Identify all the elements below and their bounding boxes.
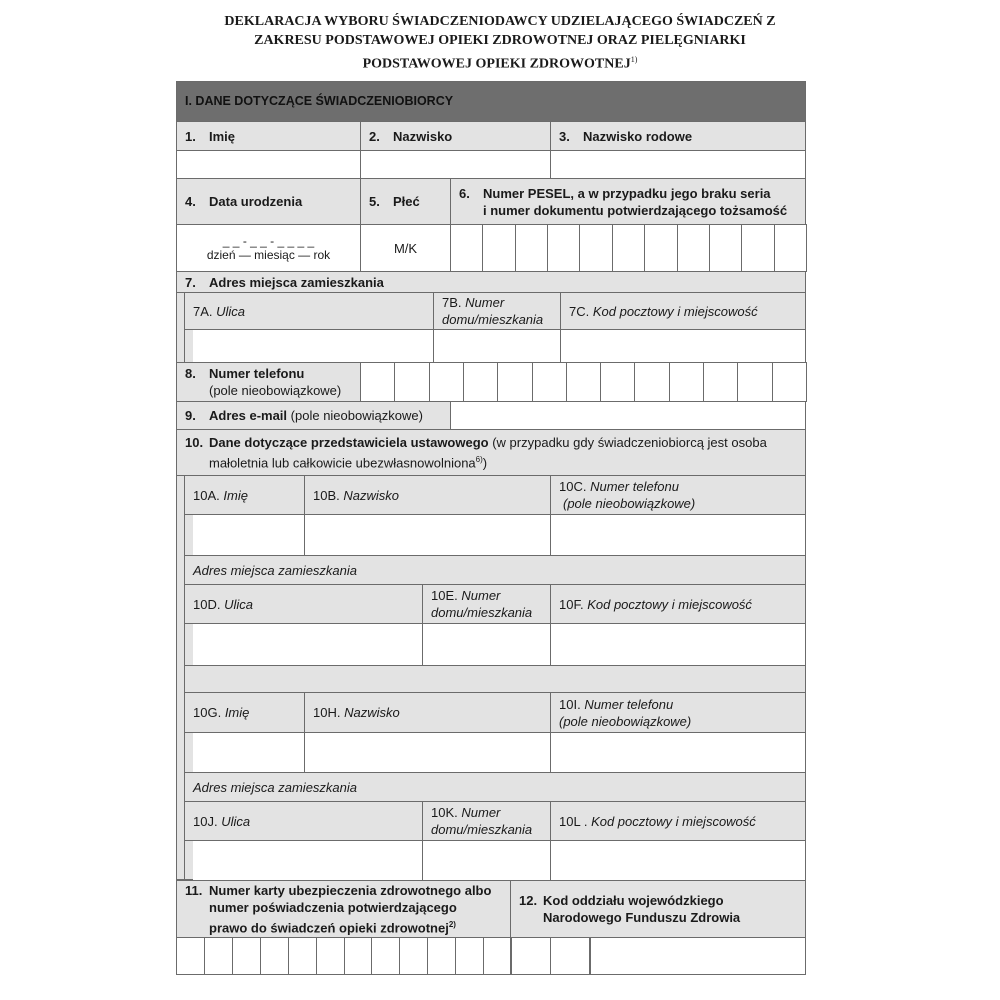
field-7-number: 7. <box>185 274 196 290</box>
field-5-label <box>360 178 451 225</box>
card-number-cell[interactable] <box>232 937 261 975</box>
field-9-note: (pole nieobowiązkowe) <box>290 408 423 423</box>
field-10d-label <box>184 584 423 624</box>
field-10c-line-1 <box>559 478 679 495</box>
email-input[interactable] <box>450 401 806 430</box>
rep1-house-number-input[interactable] <box>422 623 551 666</box>
field-12-line-1 <box>519 892 724 909</box>
field-8-label <box>176 362 361 402</box>
field-10b-label <box>304 475 551 515</box>
field-12-text-1: Kod oddziału wojewódzkiego <box>543 893 724 908</box>
field-7b-line-1 <box>442 294 504 311</box>
pesel-digit-cell[interactable] <box>515 224 548 272</box>
field-10k-prefix: 10K. <box>431 805 458 820</box>
date-pattern: _ _ - _ _ - _ _ _ _ <box>222 234 315 248</box>
field-10e-line-2: domu/mieszkania <box>431 605 533 620</box>
pesel-digit-cell[interactable] <box>450 224 483 272</box>
field-10l-label <box>550 801 806 841</box>
field-10l-text: Kod pocztowy i miejscowość <box>591 813 756 829</box>
field-10i-label <box>550 692 806 733</box>
field-10j-prefix: 10J. <box>193 813 218 829</box>
field-7c-label <box>560 292 806 330</box>
field-5-text: Płeć <box>393 194 420 209</box>
field-10b-text: Nazwisko <box>343 487 399 503</box>
field-10-label <box>176 429 806 476</box>
representative-separator <box>184 665 806 693</box>
rep1-address-label <box>184 555 806 585</box>
field-11-label <box>176 880 511 938</box>
field-9-label <box>176 401 451 430</box>
field-10-text: Dane dotyczące przedstawiciela ustawowego <box>209 434 489 450</box>
field-8-line-1 <box>185 365 304 382</box>
field-7b-prefix: 7B. <box>442 295 462 310</box>
field-9-text: Adres e-mail <box>209 408 288 423</box>
title-line-3-text: PODSTAWOWEJ OPIEKI ZDROWOTNEJ <box>362 56 631 72</box>
pesel-digit-cell[interactable] <box>709 224 742 272</box>
field-7a-prefix: 7A. <box>193 303 213 319</box>
card-number-cell[interactable] <box>288 937 317 975</box>
field-3-number: 3. <box>559 128 570 144</box>
rep1-first-name-input[interactable] <box>184 514 305 556</box>
field-10e-text-1: Numer <box>461 588 501 603</box>
field-10i-line-2: (pole nieobowiązkowe) <box>559 713 692 729</box>
rep1-address-text: Adres miejsca zamieszkania <box>193 562 358 578</box>
field-12-line-2: Narodowego Funduszu Zdrowia <box>543 910 741 925</box>
rep1-postal-city-input[interactable] <box>550 623 806 666</box>
field-10e-line-1 <box>431 587 500 604</box>
field-7b-text-1: Numer <box>465 295 505 310</box>
field-10i-line-1 <box>559 696 673 713</box>
field-10e-prefix: 10E. <box>431 588 458 603</box>
card-number-cell[interactable] <box>344 937 372 975</box>
field-2-label <box>360 121 551 151</box>
field-9-number: 9. <box>185 408 196 423</box>
card-number-cell[interactable] <box>371 937 400 975</box>
pesel-digit-cell[interactable] <box>579 224 613 272</box>
form-title <box>150 12 850 74</box>
field-8-note: (pole nieobowiązkowe) <box>209 383 342 398</box>
section-1-header-text: I. DANE DOTYCZĄCE ŚWIADCZENIOBIORCY <box>185 94 454 108</box>
phone-digit-cell[interactable] <box>532 362 567 402</box>
declaration-form <box>176 81 806 975</box>
field-10-number: 10. <box>185 434 204 450</box>
field-10c-label <box>550 475 806 515</box>
rep2-address-label <box>184 772 806 802</box>
card-number-cell[interactable] <box>176 937 205 975</box>
phone-digit-cell[interactable] <box>394 362 430 402</box>
field-10f-label <box>550 584 806 624</box>
field-10g-label <box>184 692 305 733</box>
field-1-number: 1. <box>185 128 196 144</box>
field-10c-line-2: (pole nieobowiązkowe) <box>563 496 696 511</box>
field-10a-prefix: 10A. <box>193 487 220 503</box>
rep1-last-name-input[interactable] <box>304 514 551 556</box>
field-10k-text-1: Numer <box>461 805 501 820</box>
field-12-label <box>510 880 806 938</box>
field-10j-text: Ulica <box>221 813 251 829</box>
field-4-number: 4. <box>185 194 196 209</box>
field-12-number: 12. <box>519 893 538 908</box>
phone-digit-cell[interactable] <box>634 362 670 402</box>
field-7-label <box>176 271 806 293</box>
field-10k-label <box>422 801 551 841</box>
field-10-note-end: ) <box>482 455 488 471</box>
card-number-cell[interactable] <box>260 937 289 975</box>
pesel-digit-cell[interactable] <box>482 224 516 272</box>
sex-value: M/K <box>393 240 418 256</box>
pesel-digit-cell[interactable] <box>644 224 678 272</box>
title-line-1: DEKLARACJA WYBORU ŚWIADCZENIODAWCY UDZIELAJĄCEGO ŚWIADCZEŃ Z <box>224 14 776 29</box>
title-line-2: ZAKRESU PODSTAWOWEJ OPIEKI ZDROWOTNEJ ORAZ PIELĘGNIARKI <box>254 33 746 48</box>
street-input[interactable] <box>184 329 434 363</box>
field-10-sup: 6) <box>475 454 483 464</box>
nfz-code-extra-cell[interactable] <box>589 937 806 975</box>
card-number-cell[interactable] <box>204 937 233 975</box>
field-11-text-3: prawo do świadczeń opieki zdrowotnej <box>209 920 449 936</box>
first-name-input[interactable] <box>176 150 361 179</box>
rep1-phone-input[interactable] <box>550 514 806 556</box>
postal-city-input[interactable] <box>560 329 806 363</box>
field-6-line-2: i numer dokumentu potwierdzającego tożsamość <box>483 202 788 218</box>
field-6-text-1: Numer PESEL, a w przypadku jego braku seria <box>483 185 771 201</box>
nfz-code-cell[interactable] <box>550 937 591 975</box>
field-6-number: 6. <box>459 185 470 201</box>
card-number-cell[interactable] <box>427 937 456 975</box>
field-7-text: Adres miejsca zamieszkania <box>209 274 384 290</box>
field-10d-text: Ulica <box>224 596 253 612</box>
field-5-number: 5. <box>369 194 380 209</box>
phone-digit-cell[interactable] <box>360 362 395 402</box>
date-caption: dzień — miesiąc — rok <box>206 248 331 262</box>
title-footnote: 1) <box>630 55 638 64</box>
field-10j-label <box>184 801 423 841</box>
phone-digit-cell[interactable] <box>497 362 533 402</box>
field-10b-prefix: 10B. <box>313 487 340 503</box>
phone-digit-cell[interactable] <box>772 362 807 402</box>
field-10k-line-2: domu/mieszkania <box>431 822 533 837</box>
phone-digit-cell[interactable] <box>566 362 601 402</box>
field-1-label <box>176 121 361 151</box>
phone-digit-cell[interactable] <box>600 362 635 402</box>
pesel-digit-cell[interactable] <box>741 224 775 272</box>
rep2-postal-city-input[interactable] <box>550 840 806 881</box>
birth-date-input[interactable] <box>176 224 361 272</box>
field-2-text: Nazwisko <box>393 128 453 144</box>
field-10-line-2 <box>185 451 487 471</box>
field-7b-label <box>433 292 561 330</box>
field-11-line-3 <box>185 916 456 936</box>
field-10i-text-1: Numer telefonu <box>584 696 674 712</box>
card-number-cell[interactable] <box>316 937 345 975</box>
field-10e-label <box>422 584 551 624</box>
pesel-digit-cell[interactable] <box>677 224 710 272</box>
field-10g-text: Imię <box>224 705 250 720</box>
field-10l-prefix: 10L . <box>559 813 588 829</box>
field-10f-prefix: 10F. <box>559 596 584 612</box>
card-number-cell[interactable] <box>399 937 428 975</box>
field-7c-text: Kod pocztowy i miejscowość <box>592 303 758 319</box>
rep2-house-number-input[interactable] <box>422 840 551 881</box>
field-7b-line-2: domu/mieszkania <box>442 312 544 327</box>
field-11-sup: 2) <box>448 919 456 929</box>
field-7a-text: Ulica <box>216 303 246 319</box>
field-3-text: Nazwisko rodowe <box>583 128 693 144</box>
phone-digit-cell[interactable] <box>737 362 773 402</box>
card-number-cell[interactable] <box>455 937 484 975</box>
field-7a-label <box>184 292 434 330</box>
field-4-label <box>176 178 361 225</box>
field-10d-prefix: 10D. <box>193 596 221 612</box>
field-10-line-1 <box>185 434 767 451</box>
section-1-header <box>176 81 806 122</box>
field-10g-prefix: 10G. <box>193 705 222 720</box>
field-10f-text: Kod pocztowy i miejscowość <box>587 596 752 612</box>
field-10a-text: Imię <box>223 487 248 503</box>
field-11-text-1: Numer karty ubezpieczenia zdrowotnego albo <box>209 882 492 898</box>
phone-digit-cell[interactable] <box>669 362 704 402</box>
field-11-line-1 <box>185 882 491 899</box>
field-10-note-1: (w przypadku gdy świadczeniobiorcą jest osoba <box>492 434 767 450</box>
field-10i-prefix: 10I. <box>559 696 581 712</box>
house-number-input[interactable] <box>433 329 561 363</box>
title-line-3 <box>150 50 850 74</box>
field-7c-prefix: 7C. <box>569 303 590 319</box>
pesel-digit-cell[interactable] <box>612 224 645 272</box>
phone-digit-cell[interactable] <box>463 362 498 402</box>
rep2-street-input[interactable] <box>184 840 423 881</box>
pesel-digit-cell[interactable] <box>774 224 807 272</box>
field-10h-text: Nazwisko <box>344 705 400 720</box>
field-11-line-2: numer poświadczenia potwierdzającego <box>209 899 457 915</box>
field-6-label <box>450 178 806 225</box>
field-1-text: Imię <box>209 128 236 144</box>
field-11-number: 11. <box>185 882 203 898</box>
sex-input[interactable] <box>360 224 451 272</box>
field-6-line-1 <box>459 185 771 202</box>
last-name-input[interactable] <box>360 150 551 179</box>
phone-digit-cell[interactable] <box>429 362 464 402</box>
field-10-note-2: małoletnia lub całkowicie ubezwłasnowolniona <box>209 455 476 471</box>
field-10a-label <box>184 475 305 515</box>
field-10h-prefix: 10H. <box>313 705 341 720</box>
field-10k-line-1 <box>431 804 500 821</box>
field-10c-text-1: Numer telefonu <box>590 479 679 494</box>
rep2-address-text: Adres miejsca zamieszkania <box>193 779 358 795</box>
rep2-first-name-input[interactable] <box>184 732 305 773</box>
field-8-text: Numer telefonu <box>209 366 305 381</box>
card-number-cell[interactable] <box>483 937 512 975</box>
phone-digit-cell[interactable] <box>703 362 738 402</box>
pesel-digit-cell[interactable] <box>547 224 580 272</box>
field-10c-prefix: 10C. <box>559 479 587 494</box>
rep2-last-name-input[interactable] <box>304 732 551 773</box>
field-4-text: Data urodzenia <box>209 194 303 209</box>
field-3-label <box>550 121 806 151</box>
field-2-number: 2. <box>369 128 380 144</box>
rep2-phone-input[interactable] <box>550 732 806 773</box>
field-10h-label <box>304 692 551 733</box>
family-name-input[interactable] <box>550 150 806 179</box>
field-8-number: 8. <box>185 366 196 381</box>
nfz-code-cell[interactable] <box>510 937 551 975</box>
rep1-street-input[interactable] <box>184 623 423 666</box>
